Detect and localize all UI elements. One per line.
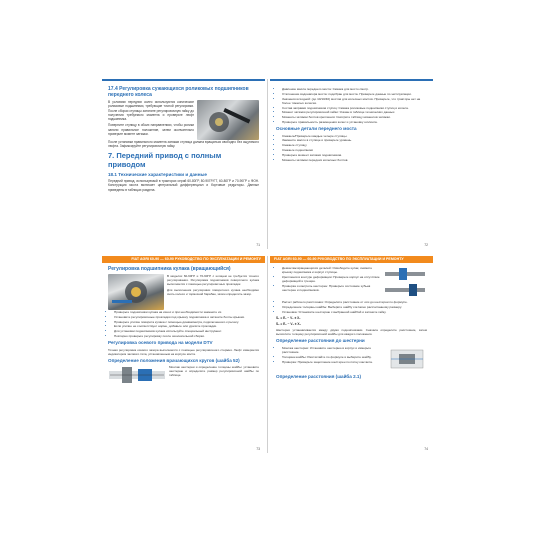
list-item: • Повторно проверьте регулировку после окончательной сборки. [114, 334, 259, 338]
section-title: Регулировка подшипника кулака (вращающийся) [108, 266, 231, 272]
list-item: • Если усилие не соответствует норме, добавьте или удалите прокладки. [114, 324, 259, 328]
list-item: • Проверка: Проверьте зацепление шестерен по пятну контакта. [282, 360, 384, 364]
list-item: • Толщина шайбы: Рассчитайте по формуле и выберите шайбу. [282, 355, 384, 359]
list-item: • Проверьте момент затяжки подшипников. [282, 153, 427, 157]
header-bar: FIAT AGRI 60-90 — 60-90 РУКОВОДСТВО ПО ЭКСПЛУАТАЦИИ И РЕМОНТУ [102, 256, 265, 263]
paragraph: Поверните ступицу в обоих направлениях, чтобы ролики заняли правильное положение, затем окончательно проверьте момент затяжки. [108, 123, 194, 137]
list-item: • Давление масла переднего моста: Смазка для мосто смотр. [282, 87, 427, 91]
gear-diagram [108, 365, 166, 385]
list-item: • Монтаж шестерни: Установите шестерню в корпус и измерьте расстояние. [282, 346, 384, 354]
list-item: • Установите регулировочные прокладки под крышку подшипника и затяните болты крышки. [114, 315, 259, 319]
knuckle-photo [108, 274, 164, 310]
procedure-list [108, 310, 259, 338]
list-item: • Смажьте/Проверьте каждые четыре ступицы. [282, 134, 427, 138]
wrench-icon [197, 100, 259, 140]
procedure-list [276, 266, 380, 298]
list-item: • Отклонение водонапора моста: подобран для моста. Проверьте данные по эксплуатации. [282, 92, 427, 96]
page-74 [270, 256, 433, 453]
paragraph: Шестерня устанавливается между двумя подшипниками. Сначала определите расстояние, затем вычислите толщину регулировочной шайбы для каждого положения. [276, 328, 427, 337]
paragraph: В условиях передних колес используются конические роликовые подшипники, требующие точной регулировки. После сборки ступицы затяните регулировочную гайку до получения требуемого момента и проверьте люфт подшипника. [108, 100, 194, 122]
procedure-list [276, 346, 384, 370]
paragraph: После установки правильного момента затяжки ступица должна вращаться свободно без ощутимого люфта. Зафиксируйте регулировочную гайку. [108, 140, 259, 149]
list-item: • Проверьте правильность размещения колес и установку шплинта. [282, 120, 427, 124]
subsection-title: Основные детали переднего моста [276, 126, 357, 132]
spec-list [276, 87, 427, 124]
list-item: • Смажьте подшипники [282, 148, 427, 152]
list-item: • Состав заправки подшипников ступиц: Смазка роликовые подшипники ступиц и колеса. [282, 106, 427, 110]
page-71 [102, 79, 265, 249]
formula: S₂ = E₂ − V₂ ± X₂ [276, 322, 301, 327]
paragraph: Передний привод, используемый в тракторах серий 60-80ГР, 80-90ГР/ГТ, 60-80ГР и 70-90ГР с ФОН. Конструкция моста включает центральный дифференциал и бортовые редукторы. Данные приведены в таблицах раздела. [108, 179, 259, 192]
page-number: 71 [256, 243, 260, 247]
list-item: • Проверьте усилие поворота кулака с помощью динамометра, подключенного к рычагу. [114, 320, 259, 324]
paragraph: Монтаж шестерни и определение толщины шайбы: установите шестерню и определите размер регулировочной шайбы по таблице. [169, 365, 259, 378]
list-item: • Определение толщины шайбы: Выберите шайбу согласно рассчитанному размеру. [282, 305, 427, 309]
procedure-list [276, 300, 427, 314]
list-item: • Проверьте подшипники кулака на износ и при необходимости замените их. [114, 310, 259, 314]
list-item: • Смажьте ступицу [282, 143, 427, 147]
top-spread [102, 79, 433, 249]
chapter-title: 7. Передний привод с полным приводом [108, 150, 222, 169]
list-item: • Моменты затяжки болтов крепления: Смотрите таблицу моментов затяжки. [282, 115, 427, 119]
list-item: • Значения исходной: (до 10/10/40) мостов для колесных мостов. Проверьте, что тракторы нет на более тяжелых колесах. [282, 97, 427, 105]
section-title: 17.4 Регулировка сужающихся роликовых подшипников переднего колеса [108, 86, 249, 98]
subsection-title: 18.1 Технические характеристики и данные [108, 171, 207, 177]
list-item: • Моменты затяжки передних колесных болтов. [282, 158, 427, 162]
list-item: • Момент затяжки регулировочной гайки: Указан в таблице технических данных. [282, 110, 427, 114]
subsection-title: Определение положения врачающихся кругов (шайба 52) [108, 357, 240, 363]
header-bar: FIAT AGRI 60-90 — 60-90 РУКОВОДСТВО ПО ЭКСПЛУАТАЦИИ И РЕМОНТУ [270, 256, 433, 263]
hub-photo [197, 100, 259, 140]
page-72 [270, 79, 433, 249]
list-item: • Для установки подшипников кулака используйте специальный инструмент. [114, 329, 259, 333]
list-item: • Замените масло в ступице и проверьте уровень. [282, 138, 427, 142]
shaft-diagram [383, 266, 427, 300]
page-number: 73 [256, 447, 260, 451]
list-item: • Расчет рабочего расстояния: Определите расстояние от оси до шестерни по формуле. [282, 300, 427, 304]
subsection-title: Регулировка осевого привода на модели DTV [108, 340, 213, 346]
top-rule [270, 79, 433, 81]
page-73 [102, 256, 265, 453]
gutter [267, 256, 268, 453]
paragraph: В моделях 60-90ГР и 70-90ГР с шлицем не требуется точного регулирования. Регулировка подшипников поворотного кулака выполняется с помощью регулировочных прокладок. [167, 274, 259, 286]
list-item: • Установка: Установите шестерню с выбранной шайбой и затяните гайку. [282, 310, 427, 314]
paragraph: Для выполнения регулировки поворотного кулака необходимо снять колесо и тормозной барабан, затем определить зазор. [167, 288, 259, 296]
list-item: • Крепления в контуре деформации: Проверьте корпус на отсутствие деформаций и трещин. [282, 275, 380, 283]
formula: S₁ = E₁ − V₁ ± X₁ [276, 315, 301, 320]
paragraph: Точная регулировка осевого зазора выполняется с помощью регулировочного стержня. Люфт измеряется индикатором часового типа, установленным на корпусе моста. [108, 347, 259, 356]
gutter [267, 79, 268, 249]
top-rule [102, 79, 265, 81]
gear-cross-section-diagram [387, 346, 427, 372]
bottom-spread [102, 256, 433, 453]
parts-list [276, 134, 427, 162]
list-item: • Проверка и контроль шестерен: Проверьте состояние зубьев шестерен и подшипников. [282, 284, 380, 292]
list-item: • Демонтаж вращающихся деталей: Освободите кулак, снимите крышку подшипника и корпус ступицы. [282, 266, 380, 274]
page-number: 74 [424, 447, 428, 451]
subsection-title: Определение расстояния (шайба 2.1) [276, 373, 361, 379]
subsection-title: Определение расстояния до шестерни [276, 338, 365, 344]
page-number: 72 [424, 243, 428, 247]
hub-icon [108, 274, 164, 310]
